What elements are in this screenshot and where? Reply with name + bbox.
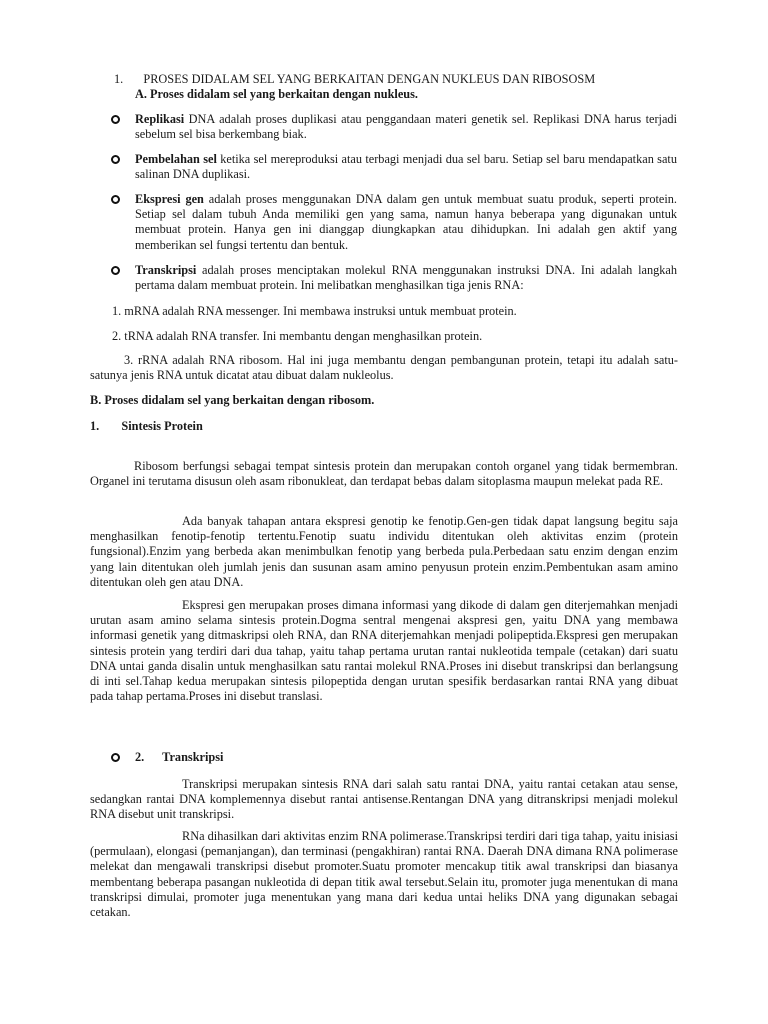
bullet-circle-icon xyxy=(111,753,120,762)
bullet-text: adalah proses menggunakan DNA dalam gen untuk membuat suatu produk, seperti protein. Setiap sel dalam tubuh Anda memiliki gen yang sama, namun hanya beberapa yang digunakan untuk membuat protein. Hanya gen ini dianggap diungkapkan atau dihidupkan. Ini adalah gen aktif yang memberikan sel fungsi tertentu dan bentuk. xyxy=(135,192,677,252)
sub-number: 2. xyxy=(135,750,145,764)
sub-title: Sintesis Protein xyxy=(121,419,203,433)
heading-number: 1. xyxy=(114,72,124,86)
paragraph: RNa dihasilkan dari aktivitas enzim RNA polimerase.Transkripsi terdiri dari tiga tahap, yaitu inisiasi (permulaan), elongasi (pemanjangan), dan terminasi (pengakhiran) rantai RNA. Daerah DNA dimana RNA polimerase melekat dan mengawali transkripsi disebut promoter.Suatu promoter mencakup titik awal transkripsi dan biasanya membentang beberapa pasangan nukleotida di depan titik awal tersebut.Selain itu, promoter juga menentukan di mana transkripsi dimulai, promoter juga menentukan yang mana dari kedua untai heliks DNA yang digunakan sebagai cetakan. xyxy=(90,829,678,920)
bullet-term: Replikasi xyxy=(135,112,185,126)
bullet-replikasi xyxy=(135,112,677,142)
bullet-text: adalah proses menciptakan molekul RNA menggunakan instruksi DNA. Ini adalah langkah pertama dalam membuat protein. Ini melibatkan menghasilkan tiga jenis RNA: xyxy=(135,263,677,293)
bullet-circle-icon xyxy=(111,115,120,124)
paragraph: Transkripsi merupakan sintesis RNA dari salah satu rantai DNA, yaitu rantai cetakan atau sense, sedangkan rantai DNA komplemennya disebut rantai antisense.Rentangan DNA yang ditranskripsi menjadi molekul RNA disebut unit transkripsi. xyxy=(90,777,678,822)
bullet-text: DNA adalah proses duplikasi atau penggandaan materi genetik sel. Replikasi DNA harus terjadi sebelum sel bisa berkembang biak. xyxy=(135,112,677,142)
sub-heading-transkripsi xyxy=(135,750,675,765)
bullet-circle-icon xyxy=(111,155,120,164)
bullet-term: Pembelahan sel xyxy=(135,152,217,166)
bullet-circle-icon xyxy=(111,266,120,275)
rna-item-2: 2. tRNA adalah RNA transfer. Ini membantu dengan menghasilkan protein. xyxy=(112,329,483,343)
heading-line xyxy=(114,72,674,87)
rna-item-3: 3. rRNA adalah RNA ribosom. Hal ini juga membantu dengan pembangunan protein, tetapi itu adalah satu-satunya jenis RNA untuk dicatat atau dibuat dalam nukleolus. xyxy=(90,353,678,383)
paragraph: Ribosom berfungsi sebagai tempat sintesis protein dan merupakan contoh organel yang tidak bermembran. Organel ini terutama disusun oleh asam ribonukleat, dan terdapat bebas dalam sitoplasma maupun melekat pada RE. xyxy=(90,459,678,489)
section-a-text: A. Proses didalam sel yang berkaitan dengan nukleus. xyxy=(135,87,418,101)
sub-title: Transkripsi xyxy=(162,750,224,764)
bullet-term: Transkripsi xyxy=(135,263,197,277)
bullet-circle-icon xyxy=(111,195,120,204)
bullet-term: Ekspresi gen xyxy=(135,192,204,206)
heading-title: PROSES DIDALAM SEL YANG BERKAITAN DENGAN NUKLEUS DAN RIBOSOSM xyxy=(143,72,596,86)
sub-heading-sintesis xyxy=(90,419,678,434)
paragraph: Ada banyak tahapan antara ekspresi genotip ke fenotip.Gen-gen tidak dapat langsung begitu saja menghasilkan fenotip-fenotip tertentu.Fenotip suatu individu ditentukan oleh aktivitas enzim (protein fungsional).Enzim yang berbeda akan menimbulkan fenotip yang berbeda pula.Perbedaan satu enzim dengan enzim yang lain ditentukan oleh jumlah jenis dan susunan asam amino penyusun protein enzim.Pembentukan asam amino ditentukan oleh gen atau DNA. xyxy=(90,514,678,589)
paragraph: Ekspresi gen merupakan proses dimana informasi yang dikode di dalam gen diterjemahkan menjadi urutan asam amino selama sintesis protein.Dogma sentral mengenai akspresi gen, yaitu DNA yang membawa informasi genetik yang ditmaskripsi oleh RNA, dan RNA diterjemahkan menjadi polipeptida.Ekspresi gen merupakan sintesis protein yang terdiri dari dua tahap, yaitu tahap pertama urutan rantai nukleotida tempale (cetakan) dari suatu DNA untai ganda disalin untuk menghasilkan satu rantai molekul RNA.Proses ini disebut transkripsi dan berlangsung di inti sel.Tahap kedua merupakan sintesis pilopeptida dengan urutan spesifik berdasarkan rantai RNA yang dibuat pada tahap pertama.Proses ini disebut translasi. xyxy=(90,598,678,704)
bullet-ekspresi xyxy=(135,192,677,253)
section-b-heading: B. Proses didalam sel yang berkaitan dengan ribosom. xyxy=(90,393,375,407)
sub-number: 1. xyxy=(90,419,100,433)
section-a-heading xyxy=(135,87,675,102)
bullet-pembelahan xyxy=(135,152,677,182)
bullet-transkripsi xyxy=(135,263,677,293)
bullet-text: ketika sel mereproduksi atau terbagi menjadi dua sel baru. Setiap sel baru mendapatkan satu salinan DNA duplikasi. xyxy=(135,152,677,182)
rna-item-1: 1. mRNA adalah RNA messenger. Ini membawa instruksi untuk membuat protein. xyxy=(112,304,517,318)
